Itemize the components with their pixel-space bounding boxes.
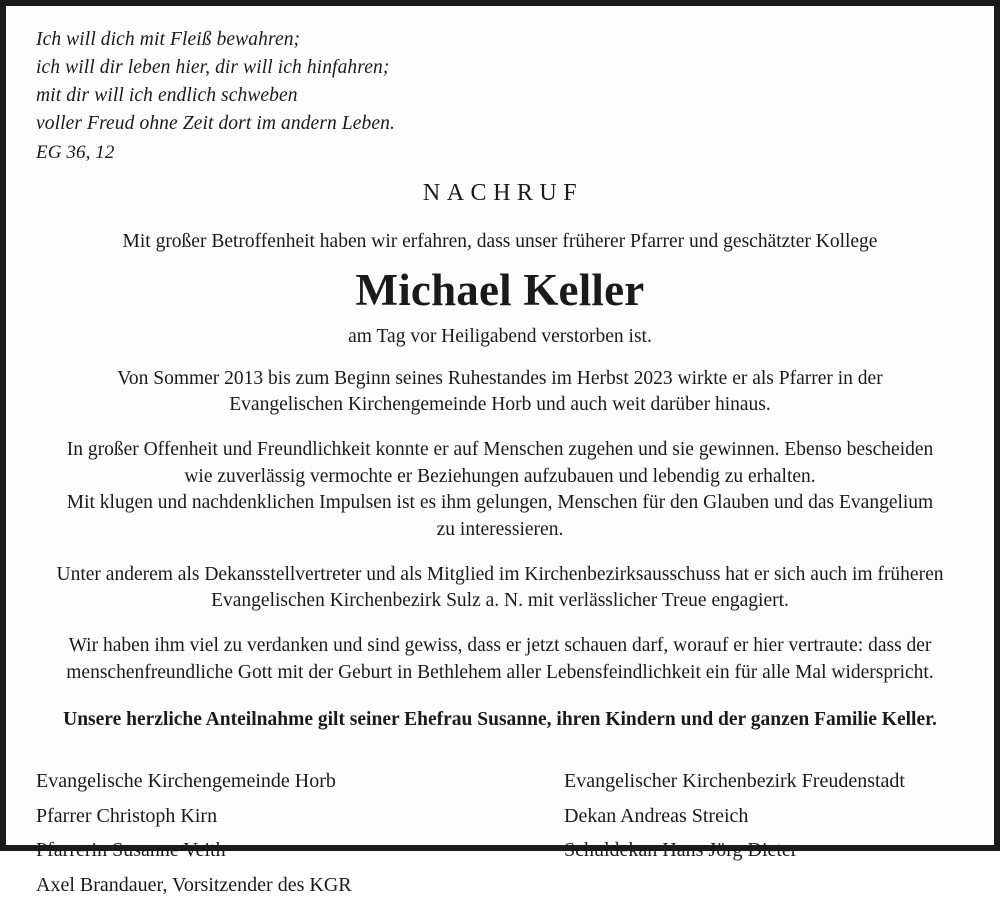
paragraph-service-line-2: Evangelischen Kirchengemeinde Horb und auch weit darüber hinaus.	[229, 394, 771, 416]
paragraph-character-line-2: wie zuverlässig vermochte er Beziehungen aufzubauen und lebendig zu erhalten.	[184, 465, 816, 487]
signature-line: Evangelischer Kirchenbezirk Freudenstadt	[564, 770, 905, 793]
signature-line: Evangelische Kirchengemeinde Horb	[36, 770, 336, 793]
signature-block	[34, 764, 966, 902]
paragraph-faith	[34, 633, 966, 686]
signature-line: Pfarrerin Susanne Veith	[36, 839, 226, 862]
page-title: NACHRUF	[422, 179, 584, 206]
paragraph-offices-line-2: Evangelischen Kirchenbezirk Sulz a. N. mit verlässlicher Treue engagiert.	[211, 590, 789, 612]
lead-text: Mit großer Betroffenheit haben wir erfahren, dass unser früherer Pfarrer und geschätzter Kollege	[122, 230, 878, 252]
paragraph-character-line-1: In großer Offenheit und Freundlichkeit konnte er auf Menschen zugehen und sie gewinnen. Ebenso bescheiden	[66, 438, 934, 460]
signature-column-right	[500, 764, 964, 902]
signature-column-left	[36, 764, 500, 902]
verse-line-3: mit dir will ich endlich schweben	[36, 84, 298, 106]
paragraph-faith-line-1: Wir haben ihm viel zu verdanken und sind gewiss, dass er jetzt schauen darf, worauf er hier vertraute: dass der	[68, 635, 932, 657]
deceased-name: Michael Keller	[355, 265, 645, 315]
signature-line: Pfarrer Christoph Kirn	[36, 804, 218, 827]
paragraph-offices	[34, 562, 966, 615]
paragraph-character	[34, 437, 966, 544]
paragraph-character-line-4: zu interessieren.	[436, 519, 564, 541]
signature-line: Axel Brandauer, Vorsitzender des KGR	[36, 874, 352, 897]
paragraph-faith-line-2: menschenfreundliche Gott mit der Geburt in Bethlehem aller Lebensfeindlichkeit ein für alle Mal widerspricht.	[66, 661, 934, 683]
paragraph-service	[34, 366, 966, 419]
signature-line: Dekan Andreas Streich	[564, 804, 749, 827]
paragraph-offices-line-1: Unter anderem als Dekansstellvertreter und als Mitglied im Kirchenbezirksausschuss hat er sich auch im früheren	[56, 563, 944, 585]
condolence-text: Unsere herzliche Anteilnahme gilt seiner Ehefrau Susanne, ihren Kindern und der ganzen Familie Keller.	[63, 708, 937, 730]
verse-block	[36, 26, 966, 166]
verse-line-1: Ich will dich mit Fleiß bewahren;	[36, 29, 301, 50]
verse-line-4: voller Freud ohne Zeit dort im andern Leben.	[36, 112, 395, 134]
verse-line-2: ich will dir leben hier, dir will ich hinfahren;	[36, 56, 390, 78]
signature-line: Schuldekan Hans Jörg Dieter	[564, 839, 798, 862]
deceased-subline: am Tag vor Heiligabend verstorben ist.	[348, 325, 652, 347]
paragraph-character-line-3: Mit klugen und nachdenklichen Impulsen ist es ihm gelungen, Menschen für den Glauben und das Evangelium	[66, 492, 934, 514]
obituary-content	[34, 26, 966, 897]
verse-source: EG 36, 12	[36, 141, 115, 163]
paragraph-service-line-1: Von Sommer 2013 bis zum Beginn seines Ruhestandes im Herbst 2023 wirkte er als Pfarrer in der	[117, 367, 883, 389]
